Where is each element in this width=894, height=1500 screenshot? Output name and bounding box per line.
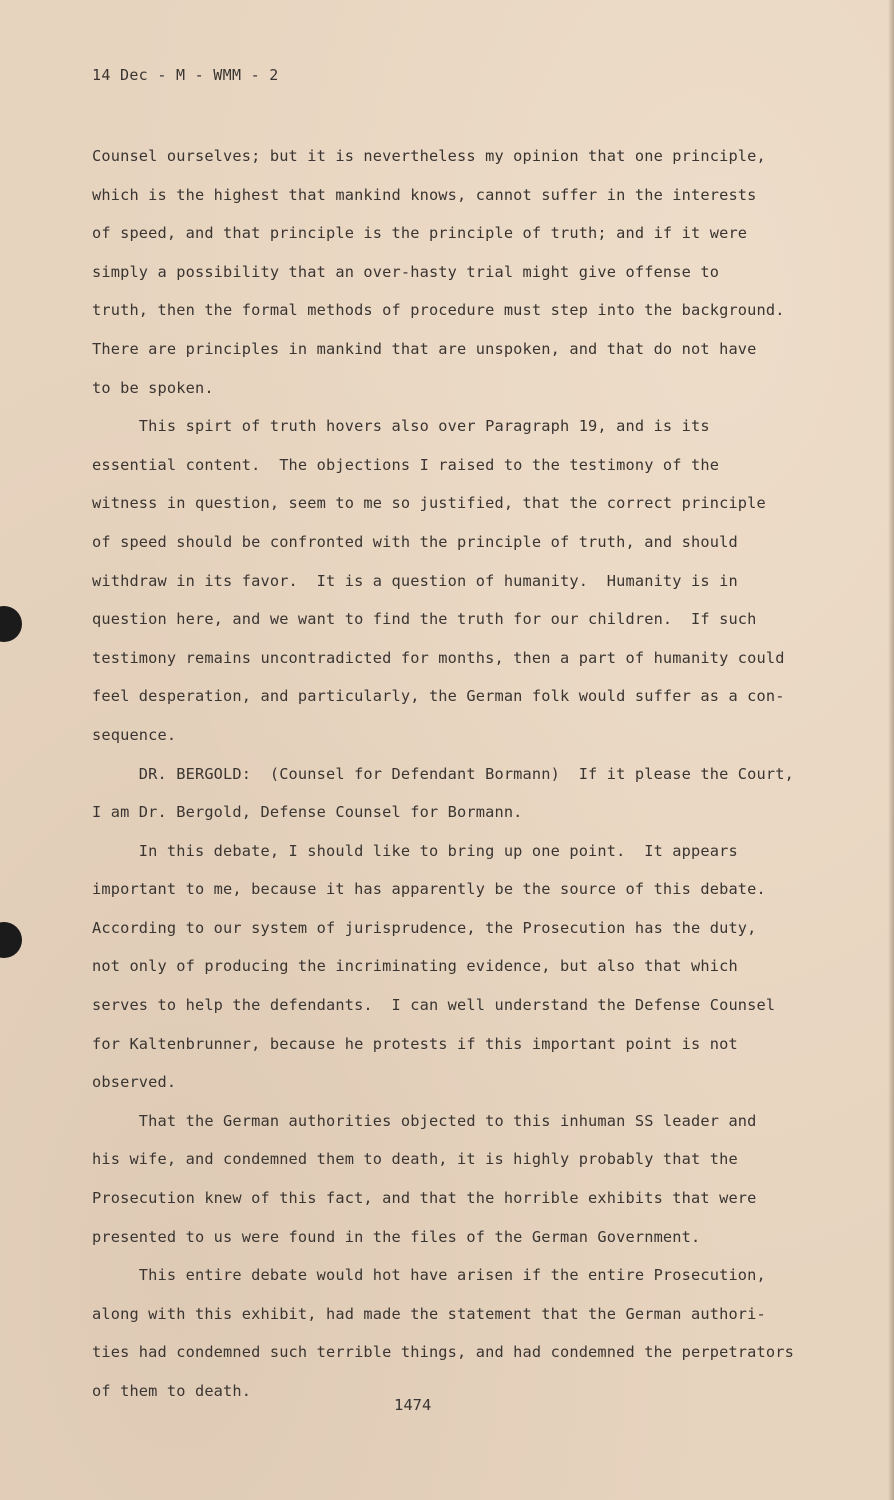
text-line: According to our system of jurisprudence, the Prosecution has the duty, (92, 918, 757, 937)
text-line: essential content. The objections I raised to the testimony of the (92, 455, 720, 474)
text-line: Counsel ourselves; but it is nevertheless my opinion that one principle, (92, 147, 766, 165)
text-line: serves to help the defendants. I can well understand the Defense Counsel (92, 996, 776, 1015)
text-line: feel desperation, and particularly, the German folk would suffer as a con- (92, 687, 785, 706)
text-line: There are principles in mankind that are unspoken, and that do not have (92, 339, 757, 358)
text-line: ties had condemned such terrible things, and had condemned the perpetrators (92, 1343, 794, 1362)
page-edge-shadow (888, 0, 894, 1500)
punch-hole (0, 606, 22, 642)
page-number: 1474 (394, 1396, 432, 1414)
text-line: This spirt of truth hovers also over Paragraph 19, and is its (92, 417, 710, 436)
text-line: In this debate, I should like to bring up one point. It appears (92, 841, 738, 860)
text-line: of speed, and that principle is the principle of truth; and if it were (92, 224, 748, 243)
text-line: presented to us were found in the files of the German Government. (92, 1227, 701, 1246)
text-line: important to me, because it has apparently be the source of this debate. (92, 880, 766, 899)
text-line: for Kaltenbrunner, because he protests if this important point is not (92, 1034, 738, 1053)
text-line: simply a possibility that an over-hasty trial might give offense to (92, 262, 720, 281)
document-body (92, 143, 822, 1417)
text-line: of them to death. (92, 1382, 252, 1400)
text-line: observed. (92, 1073, 177, 1092)
text-line: sequence. (92, 725, 177, 744)
text-line: truth, then the formal methods of procedure must step into the background. (92, 301, 785, 320)
text-line: not only of producing the incriminating evidence, but also that which (92, 957, 738, 976)
text-line: testimony remains uncontradicted for months, then a part of humanity could (92, 648, 785, 667)
text-line: question here, and we want to find the truth for our children. If such (92, 610, 757, 629)
text-line: Prosecution knew of this fact, and that the horrible exhibits that were (92, 1189, 757, 1208)
text-line: witness in question, seem to me so justified, that the correct principle (92, 494, 766, 513)
text-line: of speed should be confronted with the principle of truth, and should (92, 532, 738, 551)
page-header: 14 Dec - M - WMM - 2 (92, 66, 279, 84)
text-line: I am Dr. Bergold, Defense Counsel for Bormann. (92, 803, 523, 822)
text-line: which is the highest that mankind knows, cannot suffer in the interests (92, 185, 757, 204)
text-line: to be spoken. (92, 378, 214, 397)
text-line: along with this exhibit, had made the statement that the German authori- (92, 1304, 766, 1323)
text-line: withdraw in its favor. It is a question of humanity. Humanity is in (92, 571, 738, 590)
text-line: his wife, and condemned them to death, it is highly probably that the (92, 1150, 738, 1169)
punch-hole (0, 922, 22, 958)
text-line: This entire debate would hot have arisen if the entire Prosecution, (92, 1266, 766, 1285)
text-line: DR. BERGOLD: (Counsel for Defendant Bormann) If it please the Court, (92, 764, 794, 783)
text-line: That the German authorities objected to this inhuman SS leader and (92, 1111, 757, 1130)
